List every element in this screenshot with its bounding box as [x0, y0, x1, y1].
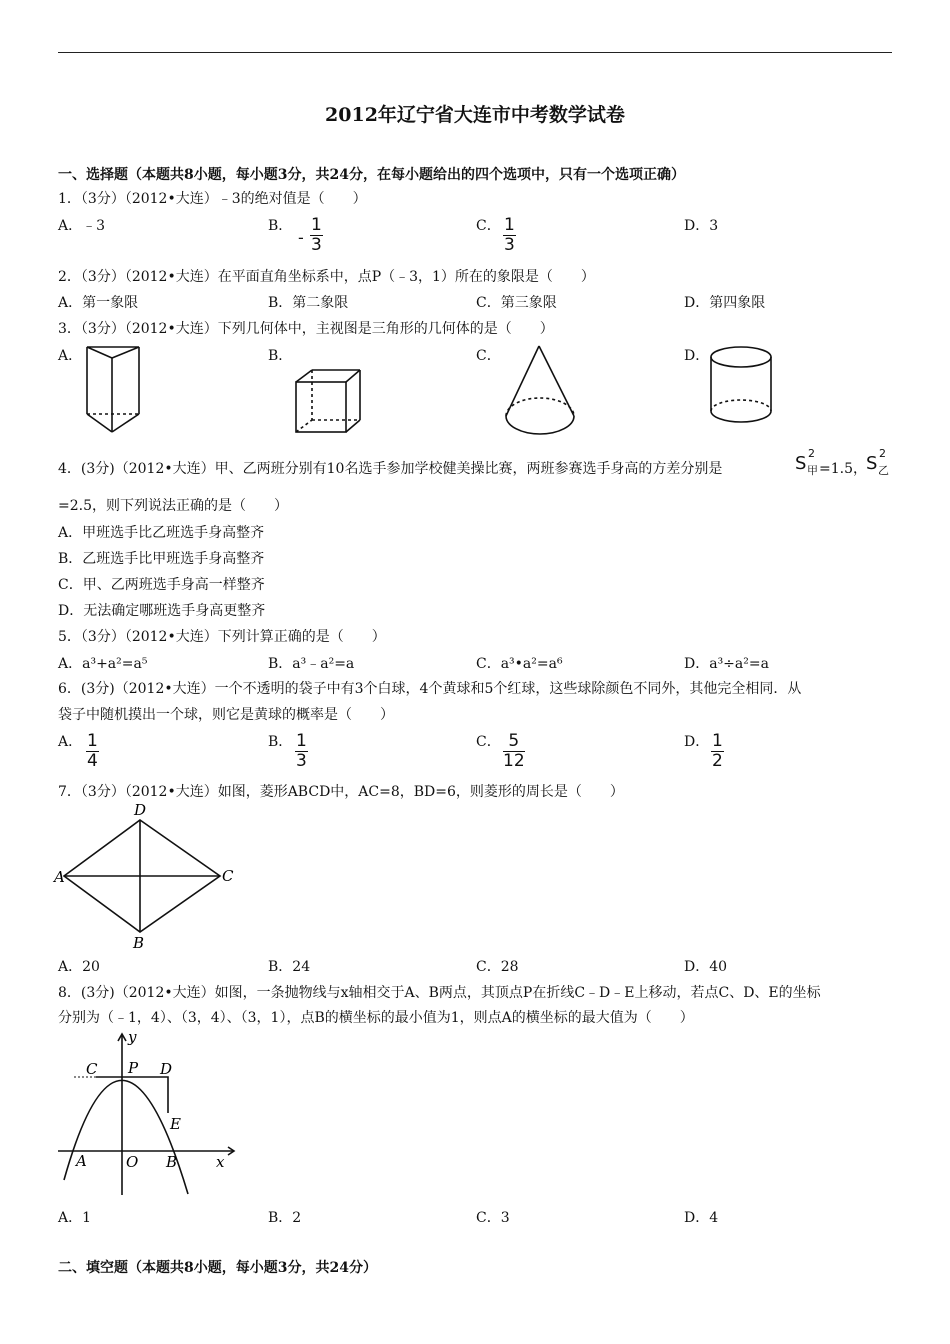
q6-stem-line1: 6．(3分)（2012•大连）一个不透明的袋子中有3个白球，4个黄球和5个红球，这些球除颜色不同外，其他完全相同．从 — [58, 681, 802, 697]
q6-stem-line2: 袋子中随机摸出一个球，则它是黄球的概率是（ ） — [58, 707, 394, 723]
q1-c-fraction — [503, 216, 516, 255]
rhombus-figure — [52, 800, 242, 952]
q6-d-numerator: 1 — [712, 731, 723, 751]
q6-b-denominator: 3 — [296, 751, 307, 771]
q1-option-b: B． — [268, 218, 293, 234]
q4-option-a: A．甲班选手比乙班选手身高整齐 — [58, 525, 265, 541]
cone-figure — [502, 344, 578, 438]
q8-option-b: B．2 — [268, 1210, 302, 1226]
q4-stem-line1: 4．(3分)（2012•大连）甲、乙两班分别有10名选手参加学校健美操比赛，两班参赛选手身高的方差分别是 — [58, 461, 723, 477]
q6-c-fraction — [503, 732, 525, 771]
q4-option-b: B．乙班选手比甲班选手身高整齐 — [58, 551, 265, 567]
q4-s-jia-sub: 甲 — [807, 464, 818, 477]
q3-option-a: A． — [58, 348, 83, 364]
q6-option-b: B． — [268, 734, 293, 750]
q4-s-jia-sup: 2 — [808, 447, 815, 460]
q3-stem: 3．（3分）（2012•大连）下列几何体中，主视图是三角形的几何体的是（ ） — [58, 321, 554, 337]
q3-option-c: C． — [476, 348, 501, 364]
q2-option-c: C．第三象限 — [476, 295, 557, 311]
parabola-label-d: D — [160, 1060, 173, 1078]
q3-option-b: B． — [268, 348, 293, 364]
q6-a-numerator: 1 — [87, 731, 98, 751]
q2-stem: 2．（3分）（2012•大连）在平面直角坐标系中，点P（﹣3，1）所在的象限是（ ） — [58, 269, 595, 285]
q6-d-denominator: 2 — [712, 751, 723, 771]
q1-b-fraction — [310, 216, 323, 255]
q5-option-a: A．a³+a²=a⁵ — [58, 656, 148, 672]
q4-option-c: C．甲、乙两班选手身高一样整齐 — [58, 577, 265, 593]
cube-figure — [294, 368, 364, 436]
q6-b-numerator: 1 — [296, 731, 307, 751]
triangular-prism-figure — [84, 344, 146, 436]
q5-stem: 5．（3分）（2012•大连）下列计算正确的是（ ） — [58, 629, 386, 645]
q4-option-d: D．无法确定哪班选手身高更整齐 — [58, 603, 266, 619]
q8-option-c: C．3 — [476, 1210, 510, 1226]
q6-option-d: D． — [684, 734, 710, 750]
q1-option-c: C． — [476, 218, 501, 234]
q7-option-d: D．40 — [684, 959, 728, 975]
q6-a-fraction — [86, 732, 99, 771]
q4-s-yi: S — [866, 453, 878, 474]
q1-option-a: A．﹣3 — [58, 218, 106, 234]
q3-option-d: D． — [684, 348, 710, 364]
q2-option-a: A．第一象限 — [58, 295, 139, 311]
parabola-label-p: P — [128, 1059, 139, 1077]
q6-option-a: A． — [58, 734, 83, 750]
parabola-figure — [56, 1030, 240, 1198]
top-rule — [58, 52, 892, 53]
section-2-heading: 二、填空题（本题共8小题，每小题3分，共24分） — [58, 1260, 377, 1276]
q1-c-numerator: 1 — [504, 215, 515, 235]
q6-option-c: C． — [476, 734, 501, 750]
q1-b-numerator: 1 — [311, 215, 322, 235]
q7-option-a: A．20 — [58, 959, 100, 975]
rhombus-label-d: D — [134, 801, 147, 819]
q8-stem-line1: 8．(3分)（2012•大连）如图，一条抛物线与x轴相交于A、B两点，其顶点P在折线C﹣D﹣E上移动，若点C、D、E的坐标 — [58, 985, 821, 1001]
q2-option-d: D．第四象限 — [684, 295, 766, 311]
q4-s-jia: S — [795, 453, 807, 474]
q7-stem: 7．（3分）（2012•大连）如图，菱形ABCD中，AC=8，BD=6，则菱形的周长是（ ） — [58, 784, 624, 800]
q5-option-b: B．a³﹣a²=a — [268, 656, 355, 672]
q6-a-denominator: 4 — [87, 751, 98, 771]
rhombus-label-a: A — [54, 868, 65, 886]
parabola-label-o: O — [126, 1153, 139, 1171]
q5-option-c: C．a³•a²=a⁶ — [476, 656, 563, 672]
rhombus-label-b: B — [133, 934, 145, 952]
page-title: 2012年辽宁省大连市中考数学试卷 — [325, 104, 625, 126]
q6-c-numerator: 5 — [503, 732, 525, 752]
cylinder-figure — [708, 345, 774, 435]
parabola-label-a: A — [76, 1152, 87, 1170]
q7-option-c: C．28 — [476, 959, 519, 975]
parabola-label-e: E — [170, 1115, 181, 1133]
q6-d-fraction — [711, 732, 724, 771]
q2-option-b: B．第二象限 — [268, 295, 349, 311]
parabola-label-x: x — [216, 1153, 225, 1171]
q4-variance-jia: =1.5， — [819, 461, 867, 477]
q6-c-denominator: 12 — [503, 751, 525, 771]
q5-option-d: D．a³÷a²=a — [684, 656, 769, 672]
q7-option-b: B．24 — [268, 959, 311, 975]
q1-b-minus-sign: - — [298, 228, 304, 247]
q4-stem-line2: =2.5，则下列说法正确的是（ ） — [58, 498, 288, 514]
q1-c-denominator: 3 — [504, 235, 515, 255]
q1-stem: 1．（3分）（2012•大连）﹣3的绝对值是（ ） — [58, 191, 367, 207]
q4-s-yi-sup: 2 — [879, 447, 886, 460]
section-1-heading: 一、选择题（本题共8小题，每小题3分，共24分，在每小题给出的四个选项中，只有一个选项正确） — [58, 167, 685, 183]
rhombus-label-c: C — [222, 867, 234, 885]
parabola-label-c: C — [86, 1060, 98, 1078]
parabola-label-b: B — [166, 1153, 178, 1171]
q4-s-yi-sub: 乙 — [878, 464, 889, 477]
q1-option-d: D．3 — [684, 218, 719, 234]
q6-b-fraction — [295, 732, 308, 771]
parabola-label-y: y — [128, 1028, 137, 1046]
q8-option-d: D．4 — [684, 1210, 719, 1226]
q8-option-a: A．1 — [58, 1210, 92, 1226]
q1-b-denominator: 3 — [311, 235, 322, 255]
q8-stem-line2: 分别为（﹣1，4）、（3，4）、（3，1），点B的横坐标的最小值为1，则点A的横坐标的最大值为（ ） — [58, 1010, 694, 1026]
